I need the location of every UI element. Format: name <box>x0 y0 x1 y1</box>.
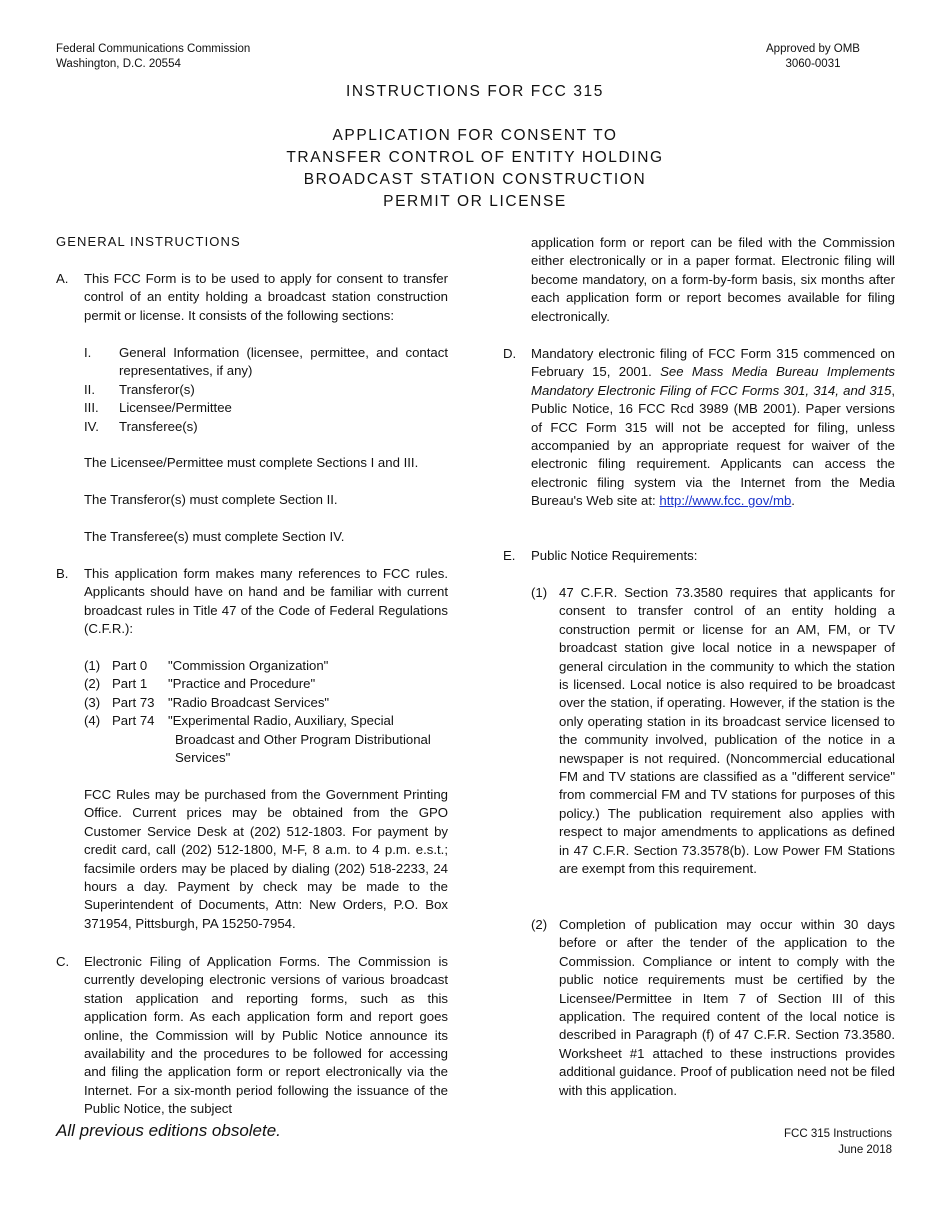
list-text: Transferee(s) <box>119 418 198 434</box>
section-d-text-middle: , Public Notice, 16 FCC Rcd 3989 (MB 2001). Paper versions of FCC Form 315 will not be accepted for filing, unless accompanied by an appropriate request for waiver of the electronic filing requirement. Applicants can access the electronic filing system via the Internet from the Media Bureau's Web site at: <box>531 382 895 509</box>
section-e <box>503 547 895 1107</box>
page-title: INSTRUCTIONS FOR FCC 315 <box>345 83 604 100</box>
section-a-text: This FCC Form is to be used to apply for consent to transfer control of an entity holding a broadcast station construction permit or license. It consists of the following sections: <box>84 271 448 323</box>
rule-title: "Practice and Procedure" <box>168 676 316 692</box>
list-num: II. <box>84 382 95 397</box>
section-c-text: Electronic Filing of Application Forms. The Commission is currently developing electronic versions of various broadcast station application and reporting forms, such as this application form. As each application form and report goes online, the Commission will by Public Notice announce its availability and the procedures to be followed for accessing and filing the application form or report electronically via the Internet. For a six-month period following the issuance of the Public Notice, the subject <box>84 954 448 1117</box>
section-letter: B. <box>56 566 69 581</box>
list-item <box>84 381 448 399</box>
section-d-text-end: . <box>791 493 795 509</box>
list-item <box>84 344 448 381</box>
rule-title-cont: Broadcast and Other Program Distributional <box>175 731 431 747</box>
list-item <box>84 657 448 675</box>
transferee-note: The Transferee(s) must complete Section IV. <box>84 529 345 544</box>
list-num: IV. <box>84 418 99 434</box>
omb-block <box>738 42 888 72</box>
rule-part: Part 0 <box>112 658 148 673</box>
subtitle-line: APPLICATION FOR CONSENT TO <box>332 127 618 144</box>
list-text: Completion of publication may occur within 30 days before or after the tender of the application to the Commission. Compliance or intent to comply with the public notice requirements must be certified by the Licensee/Permittee in Item 7 of Section III of this application. The required content of the local notice is described in Paragraph (f) of 47 C.F.R. Section 73.3580. Worksheet #1 attached to these instructions provides additional guidance. Proof of publication need not be filed with this application. <box>559 917 895 1098</box>
rule-title: "Radio Broadcast Services" <box>168 694 330 710</box>
omb-number: 3060-0031 <box>785 58 841 70</box>
section-letter: E. <box>503 548 516 563</box>
section-letter: C. <box>56 954 70 969</box>
section-letter: D. <box>503 346 517 361</box>
list-num: (1) <box>531 585 548 600</box>
list-item <box>84 712 448 768</box>
form-footer <box>740 1126 892 1158</box>
list-text: Licensee/Permittee <box>119 400 232 416</box>
list-item <box>531 916 895 1106</box>
form-name: FCC 315 Instructions <box>783 1128 892 1140</box>
rule-part: Part 73 <box>112 694 155 710</box>
omb-approval: Approved by OMB <box>766 43 860 55</box>
list-num: (4) <box>84 713 101 729</box>
list-text: Transferor(s) <box>119 382 195 397</box>
gpo-purchase-info: FCC Rules may be purchased from the Government Printing Office. Current prices may be obtained from the GPO Customer Service Desk at (202) 512-1803. For payment by credit card, call (202) 512-1800, M-F, 8 a.m. to 4 p.m. e.s.t.; facsimile orders may be placed by dialing (202) 518-2233, 24 hours a day. Payment by check may be made to the Superintendent of Documents, Attn: New Orders, P.O. Box 371954, Pittsburgh, PA 15250-7954. <box>84 787 448 931</box>
section-e-heading: Public Notice Requirements: <box>531 548 698 563</box>
section-letter: A. <box>56 271 69 286</box>
list-text: 47 C.F.R. Section 73.3580 requires that applicants for consent to transfer control of an entity holding a construction permit or license for an AM, FM, or TV broadcast station give local notice in a newspaper of general circulation in the community to which the station is licensed. Local notice is also required to be broadcast over the station, if operating. However, if the station is the only operating station in its broadcast service licensed to the community involved, publication of the notice in a newspaper is not required. (Noncommercial educational FM and TV stations are classified as a "different service" from commercial FM and TV stations for purposes of this policy.) The publication requirement also applies with respect to major amendments to applications as defined in 47 C.F.R. Section 73.3578(b). Low Power FM Stations are exempt from this requirement. <box>559 585 895 877</box>
rule-title-cont: Services" <box>175 749 231 765</box>
section-c <box>56 953 448 1123</box>
list-num: (2) <box>84 676 101 692</box>
media-bureau-link[interactable]: http://www.fcc. gov/mb <box>659 493 792 509</box>
agency-block <box>56 42 250 72</box>
agency-name: Federal Communications Commission <box>56 43 251 55</box>
list-num: III. <box>84 400 99 416</box>
section-d-text <box>531 345 895 511</box>
subtitle-line: TRANSFER CONTROL OF ENTITY HOLDING <box>286 149 664 166</box>
list-num: I. <box>84 345 92 360</box>
list-num: (3) <box>84 694 101 710</box>
obsolete-notice: All previous editions obsolete. <box>56 1121 281 1140</box>
section-b-text: This application form makes many references to FCC rules. Applicants should have on hand and be familiar with current broadcast rules in Title 47 of the Code of Federal Regulations (C.F.R.): <box>84 566 448 637</box>
list-item <box>84 694 448 712</box>
section-a <box>56 270 448 560</box>
list-num: (2) <box>531 917 548 932</box>
rule-part: Part 1 <box>112 676 148 692</box>
agency-address: Washington, D.C. 20554 <box>56 58 181 70</box>
section-b <box>56 565 448 945</box>
list-item <box>84 675 448 693</box>
licensee-note: The Licensee/Permittee must complete Sections I and III. <box>84 455 419 470</box>
list-item <box>84 418 448 436</box>
list-text: General Information (licensee, permittee, and contact representatives, if any) <box>119 345 448 379</box>
rule-title-block <box>168 712 448 767</box>
section-d <box>503 345 895 535</box>
page-subtitle <box>0 125 950 213</box>
rules-list <box>84 657 448 768</box>
rule-part: Part 74 <box>112 713 155 729</box>
list-item <box>84 399 448 417</box>
section-list <box>84 344 448 436</box>
list-item <box>531 584 895 894</box>
rule-title: "Experimental Radio, Auxiliary, Special <box>168 713 394 729</box>
public-notice-title: See Mass Media Bureau Implements Mandatory Electronic Filing of FCC Forms 301, 314, and 315 <box>531 364 895 398</box>
subtitle-line: PERMIT OR LICENSE <box>383 193 567 210</box>
section-c-continued: application form or report can be filed with the Commission either electronically or in a paper format. Electronic filing will become mandatory, on a form-by-form basis, six months after each application form or report becomes available for filing electronically. <box>531 235 895 324</box>
rule-title: "Commission Organization" <box>168 658 329 673</box>
list-num: (1) <box>84 658 101 673</box>
general-instructions-heading: GENERAL INSTRUCTIONS <box>56 234 241 249</box>
subtitle-line: BROADCAST STATION CONSTRUCTION <box>303 171 647 188</box>
form-date: June 2018 <box>838 1144 892 1156</box>
section-d-text-start: Mandatory electronic filing of FCC Form 315 commenced on February 15, 2001. <box>531 346 895 380</box>
transferor-note: The Transferor(s) must complete Section II. <box>84 492 338 507</box>
